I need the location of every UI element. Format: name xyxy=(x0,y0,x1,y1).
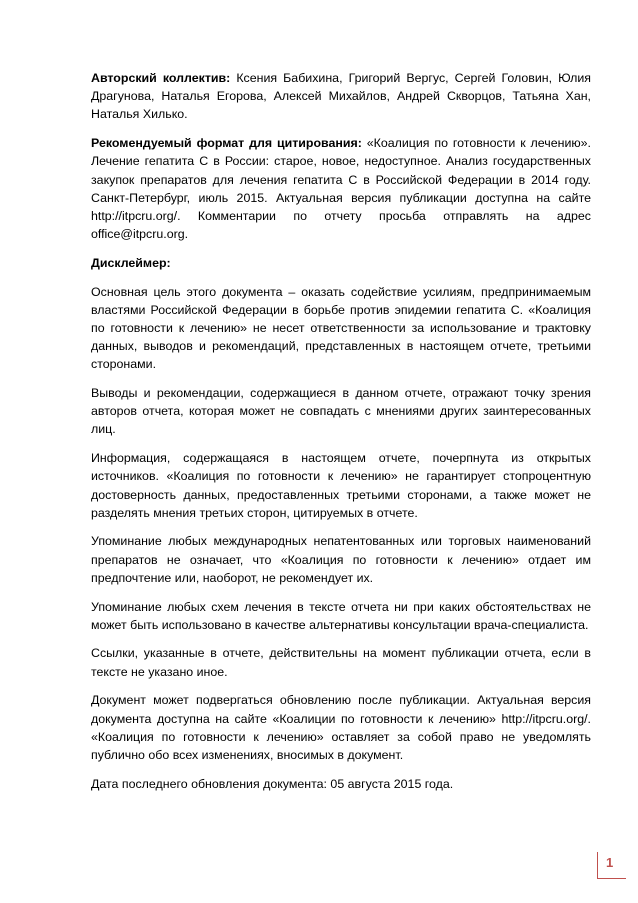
last-updated-date: Дата последнего обновления документа: 05 августа 2015 года. xyxy=(91,776,454,791)
citation-label: Рекомендуемый формат для цитирования: xyxy=(91,136,362,151)
disclaimer-paragraph-treatment: Упоминание любых схем лечения в тексте отчета ни при каких обстоятельствах не может быть использовано в качестве альтернативы консультации врача-специалиста. xyxy=(91,599,591,632)
disclaimer-paragraph-updates: Документ может подвергаться обновлению после публикации. Актуальная версия документа доступна на сайте «Коалиции по готовности к лечению» http://itpcru.org/. «Коалиция по готовности к лечению» оставляет за собой право не уведомлять публично обо всех изменениях, вносимых в документ. xyxy=(91,693,591,762)
disclaimer-paragraph-links: Ссылки, указанные в отчете, действительны на момент публикации отчета, если в тексте не указано иное. xyxy=(91,646,591,679)
authors-text: Ксения Бабихина, Григорий Вергус, Сергей Головин, Юлия Драгунова, Наталья Егорова, Алексей Михайлов, Андрей Скворцов, Татьяна Хан, Наталья Хилько. xyxy=(91,71,591,122)
disclaimer-paragraph-names: Упоминание любых международных непатентованных или торговых наименований препаратов не означает, что «Коалиция по готовности к лечению» отдает им предпочтение или, наоборот, не рекомендует их. xyxy=(91,534,591,585)
disclaimer-heading: Дисклеймер: xyxy=(91,255,171,270)
disclaimer-paragraph-views: Выводы и рекомендации, содержащиеся в данном отчете, отражают точку зрения авторов отчета, которая может не совпадать с мнениями других заинтересованных лиц. xyxy=(91,386,591,437)
disclaimer-paragraph-purpose: Основная цель этого документа – оказать содействие усилиям, предпринимаемым властями Российской Федерации в борьбе против эпидемии гепатита С. «Коалиция по готовности к лечению» не несет ответственности за использование и трактовку данных, выводов и рекомендаций, представленных в настоящем отчете, третьими сторонами. xyxy=(91,284,591,372)
citation-text: «Коалиция по готовности к лечению». Лечение гепатита С в России: старое, новое, недоступное. Анализ государственных закупок препаратов для лечения гепатита С в Российской Федерации в 2014 году. Санкт-Петербург, июль 2015. Актуальная версия публикации доступна на сайте http://itpcru.org/. Комментарии по отчету просьба отправлять на адрес office@itpcru.org. xyxy=(91,136,591,242)
page-number-divider-vertical xyxy=(597,852,598,879)
authors-label: Авторский коллектив: xyxy=(91,71,231,85)
citation-paragraph xyxy=(91,134,591,243)
authors-paragraph xyxy=(91,69,591,124)
disclaimer-paragraph-sources: Информация, содержащаяся в настоящем отчете, почерпнута из открытых источников. «Коалиция по готовности к лечению» не гарантирует стопроцентную достоверность данных, предоставленных третьими сторонами, а также может не разделять мнения третьих сторон, цитируемых в отчете. xyxy=(91,451,591,520)
page-number-divider-horizontal xyxy=(597,878,626,879)
document-body xyxy=(91,69,591,803)
page-number: 1 xyxy=(606,855,614,870)
